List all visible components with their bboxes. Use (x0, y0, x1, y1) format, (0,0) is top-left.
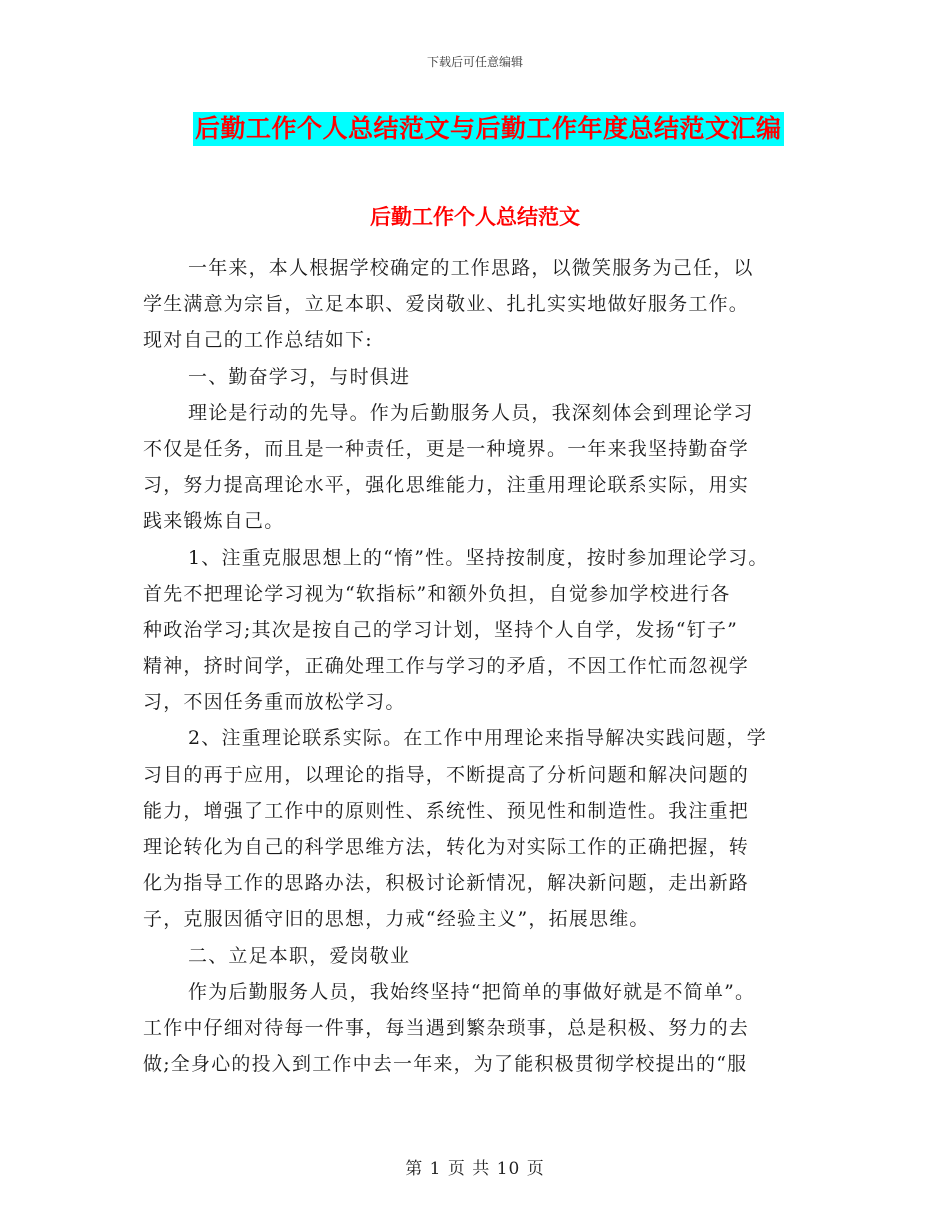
paragraph-line: 精神，挤时间学，正确处理工作与学习的矛盾，不因工作忙而忽视学 (143, 655, 750, 678)
paragraph-line: 践来锻炼自己。 (143, 510, 285, 533)
paragraph-line: 习，不因任务重而放松学习。 (143, 691, 406, 714)
paragraph-line: 2、注重理论联系实际。在工作中用理论来指导解决实践问题，学 (188, 727, 767, 750)
paragraph-line: 1、注重克服思想上的“惰”性。坚持按制度，按时参加理论学习。 (188, 546, 769, 569)
paragraph-line: 能力，增强了工作中的原则性、系统性、预见性和制造性。我注重把 (143, 799, 750, 822)
paragraph-line: 理论转化为自己的科学思维方法，转化为对实际工作的正确把握，转 (143, 836, 750, 858)
paragraph-line: 不仅是任务，而且是一种责任，更是一种境界。一年来我坚持勤奋学 (143, 437, 750, 460)
paragraph-line: 首先不把理论学习视为“软指标”和额外负担，自觉参加学校进行各 (143, 582, 731, 605)
paragraph-line: 二、立足本职，爱岗敬业 (188, 944, 411, 967)
paragraph-line: 理论是行动的先导。作为后勤服务人员，我深刻体会到理论学习 (188, 401, 754, 424)
paragraph-line: 化为指导工作的思路办法，积极讨论新情况，解决新问题，走出新路 (143, 872, 750, 895)
paragraph-line: 学生满意为宗旨，立足本职、爱岗敬业、扎扎实实地做好服务工作。 (143, 293, 750, 316)
paragraph-line: 作为后勤服务人员，我始终坚持“把简单的事做好就是不简单”。 (188, 980, 756, 1003)
paragraph-line: 现对自己的工作总结如下: (143, 329, 373, 352)
paragraph-line: 种政治学习;其次是按自己的学习计划，坚持个人自学，发扬“钉子” (143, 618, 739, 641)
section-title: 后勤工作个人总结范文 (370, 205, 580, 229)
paragraph-line: 习，努力提高理论水平，强化思维能力，注重用理论联系实际，用实 (143, 474, 750, 497)
paragraph-line: 工作中仔细对待每一件事，每当遇到繁杂琐事，总是积极、努力的去 (143, 1016, 750, 1039)
page-footer: 第 1 页 共 10 页 (405, 1159, 545, 1179)
paragraph-line: 子，克服因循守旧的思想，力戒“经验主义”，拓展思维。 (143, 908, 650, 931)
paragraph-line: 做;全身心的投入到工作中去一年来，为了能积极贯彻学校提出的“服 (143, 1053, 748, 1076)
paragraph-line: 一年来，本人根据学校确定的工作思路，以微笑服务为己任，以 (188, 257, 754, 279)
document-title: 后勤工作个人总结范文与后勤工作年度总结范文汇编 (193, 112, 784, 146)
body-text (143, 250, 833, 1082)
paragraph-line: 习目的再于应用，以理论的指导，不断提高了分析问题和解决问题的 (143, 763, 750, 786)
header-note: 下载后可任意编辑 (426, 55, 523, 69)
paragraph-line: 一、勤奋学习，与时俱进 (188, 365, 411, 388)
